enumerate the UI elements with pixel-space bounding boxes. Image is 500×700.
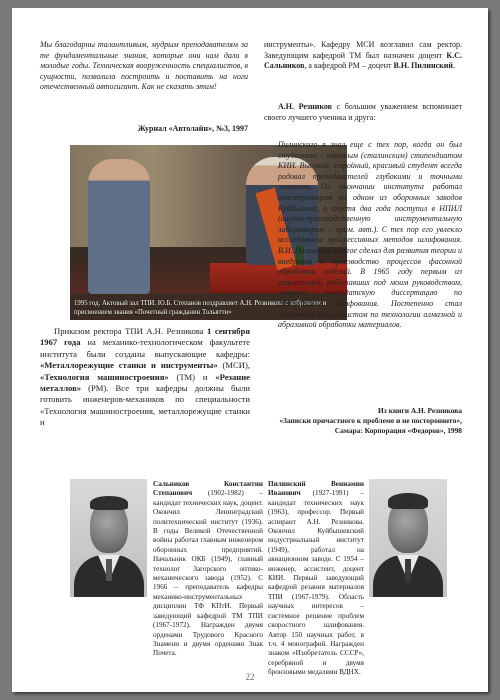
portrait-tie — [106, 559, 112, 581]
document-page — [12, 8, 488, 692]
person-name: А.Н. Резников — [278, 102, 332, 111]
text-segment: (РМ). Все три кафедры должны были готовить инженеров-механиков по специальности «Технология машиностроения, металлорежущие станки и — [40, 383, 250, 428]
quote-memoir-book: «Записки причастного к проблеме и не постороннего», — [279, 416, 462, 425]
text-segment: . — [453, 61, 455, 70]
photo-caption: 1995 год. Актовый зал ТПИ. Ю.Б. Степанов поздравляет А.Н. Резникова с избранием и присвоением звания «Почетный гражданин Тольятти» — [74, 300, 327, 316]
bio-pilinsky-wrap — [268, 480, 364, 678]
text-segment: с большим уважением вспоминает своего лучшего ученика и друга: — [264, 102, 462, 122]
text-segment: (ТМ) и — [168, 371, 216, 382]
departments-heads-paragraph — [264, 40, 462, 72]
bio-name: Пилинский Вениамин Иванович — [268, 480, 364, 498]
portrait-pilinsky — [369, 479, 447, 597]
quote-journal-text: Мы благодарны талантливым, мудрым преподавателям за те фундаментальные знания, которые они нам дали в молодые годы. Техническая вооруженность специалистов, в сущности, позволила построить и поставить на ноги отечественный автогигант. Как не сказать этим! — [40, 40, 248, 91]
department-name: «Технология машиностроения» — [40, 371, 169, 382]
bio-text: (1902-1982) – кандидат технических наук, доцент. Окончил Ленинградский политехнический институт (1936). В годы Великой Отечественной войны работал главным инженером оборонных предприятий. Начальник ОКБ (1949), главный технолог Загорского оптико-механического завода (1952). С 1966 – преподаватель кафедры механико-инструментальных дисциплин ТФ КПтИ. Первый заведующий кафедрой ТМ ТПИ (1967-1972). Награжден двумя орденами Трудового Красного Знамени и двумя орденами Знак Почета. — [153, 489, 263, 658]
person-name: В.Н. Пилинский — [393, 61, 453, 70]
portrait-salnikov — [70, 479, 147, 597]
text-segment: , а кафедрой РМ – доцент — [304, 61, 394, 70]
bio-text: (1927-1991) – кандидат технических наук (1963), профессор. Первый аспирант А.Н. Резникова. Окончил Куйбышевский индустриальный институт (1949), работал на авиационном заводе. С 1954 – инженер, ассистент, доцент КИИ. Первый заведующий кафедрой резания материалов ТПИ (1967-1979). Область научных интересов – системное решение проблем скоростного шлифования. Автор 150 научных работ, в т.ч. 4 монографий. Награжден знаком «Изобретатель СССР», серебряной и двумя бронзовыми медалями ВДНХ. — [268, 489, 364, 677]
bio-name: Сальников Константин Степанович — [153, 480, 263, 498]
speaker-figure — [88, 159, 150, 294]
order-paragraph — [40, 326, 250, 429]
bio-salnikov-wrap — [153, 480, 263, 659]
page-number: 22 — [245, 672, 255, 682]
text-segment: инструменты». Кафедру МСИ возглавил сам ректор. Заведующим кафедрой ТМ был назначен доцент — [264, 40, 462, 60]
quote-journal-source: Журнал «Автолайн», №3, 1997 — [137, 124, 248, 133]
reznikov-intro — [264, 102, 462, 123]
text-segment: Приказом ректора ТПИ А.Н. Резникова — [54, 326, 208, 336]
quote-memoir-author: Из книги А.Н. Резникова — [378, 406, 462, 415]
text-segment: на механико-технологическом факультете института были созданы выпускающие кафедры: — [40, 337, 251, 359]
quote-memoir-city: Самара: Корпорация «Федоров», 1998 — [334, 426, 462, 435]
portrait-hair — [388, 493, 428, 509]
quote-memoir-text: Пилинского я знал еще с тех пор, когда он был студентом – именным (сталинским) стипендиатом КИИ. Высокий, стройный, красивый студент всегда радовал преподавателей глубокими и точными знаниями. По окончании института работал конструктором на одном из оборонных заводов Куйбышева, а спустя два года поступил в НПИЛ (научно-производственную инструментальную лабораторию – прим. авт.). С тех пор его увлекло исследование прогрессивных методов шлифования. В.И. Пилинский многое сделал для развития теории и внедрения в производство процессов фасонной обработки изделий. В 1965 году первым из соискателей, работавших под моим руководством, защитил кандидатскую диссертацию по теплофизике шлифования. Постепенно стал известным специалистом по технологии алмазной и абразивной обработки материалов. — [278, 140, 462, 330]
portrait-hair — [90, 496, 128, 510]
quote-journal — [40, 40, 248, 93]
department-name: «Металлорежущие станки и инструменты» — [40, 360, 218, 371]
portrait-tie — [405, 559, 411, 583]
text-segment: (МСИ), — [217, 360, 250, 371]
order-date: 1 сентября 1967 года — [40, 326, 250, 348]
department-name: «Резание металлов» — [40, 371, 250, 394]
person-name: К.С. Сальников — [264, 50, 462, 70]
